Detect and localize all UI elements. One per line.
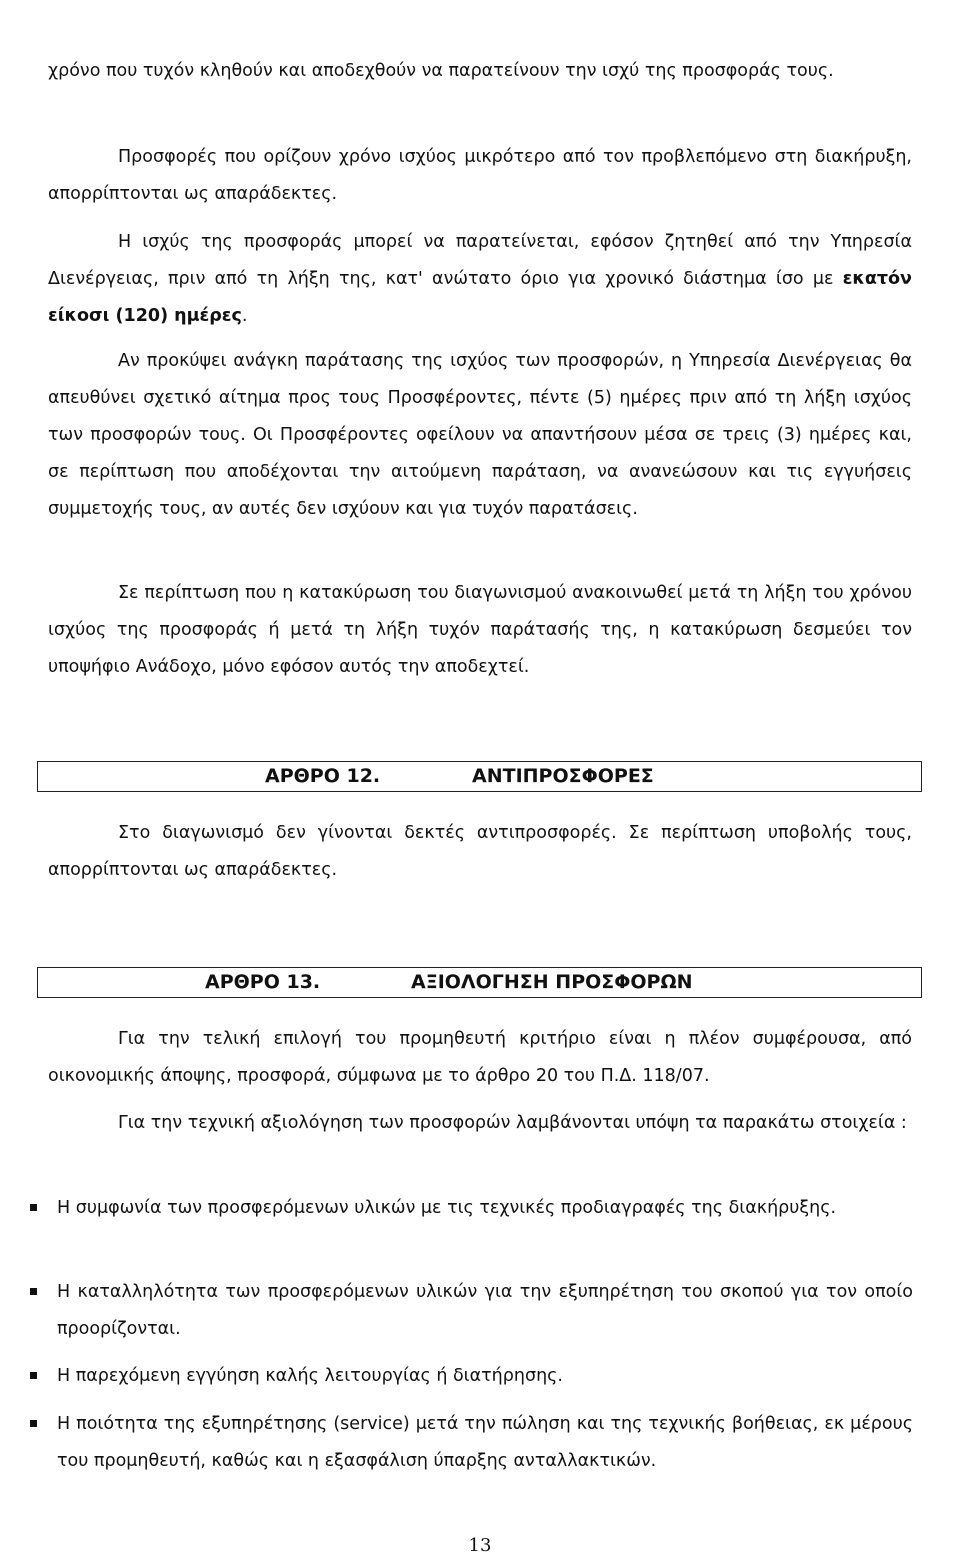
paragraph-validity-extension-bold: εκατόν είκοσι (120) ημέρες <box>48 269 912 326</box>
bullet-square-icon <box>30 1288 37 1295</box>
article-12-number: ΑΡΘΡΟ 12. <box>265 765 381 787</box>
article-13-title: ΑΞΙΟΛΟΓΗΣΗ ΠΡΟΣΦΟΡΩΝ <box>411 971 693 993</box>
paragraph-technical-evaluation: Για την τεχνική αξιολόγηση των προσφορών λαμβάνονται υπόψη τα παρακάτω στοιχεία : <box>118 1113 907 1133</box>
article-12-heading <box>37 761 922 792</box>
paragraph-validity-extension-text: Η ισχύς της προσφοράς μπορεί να παρατείνεται, εφόσον ζητηθεί από την Υπηρεσία Διενέργειας, πριν από τη λήξη της, κατ' ανώτατο όριο για χρονικό διάστημα ίσο με <box>48 232 912 289</box>
paragraph-offer-extension-acceptance: χρόνο που τυχόν κληθούν και αποδεχθούν να παρατείνουν την ισχύ της προσφοράς τους. <box>48 61 834 81</box>
paragraph-counteroffers: Στο διαγωνισμό δεν γίνονται δεκτές αντιπροσφορές. Σε περίπτωση υποβολής τους, απορρίπτονται ως απαράδεκτες. <box>48 823 912 880</box>
article-13-number: ΑΡΘΡΟ 13. <box>205 971 321 993</box>
paragraph-validity-extension <box>48 224 912 335</box>
bullet-square-icon <box>30 1420 37 1427</box>
bullet-square-icon <box>30 1372 37 1379</box>
paragraph-extension-request: Αν προκύψει ανάγκη παράτασης της ισχύος των προσφορών, η Υπηρεσία Διενέργειας θα απευθύνει σχετικό αίτημα προς τους Προσφέροντες, πέντε (5) ημέρες πριν από τη λήξη ισχύος των προσφορών τους. Οι Προσφέροντες οφείλουν να απαντήσουν μέσα σε τρεις (3) ημέρες και, σε περίπτωση που αποδέχονται την αιτούμενη παράταση, να ανανεώσουν και τις εγγυήσεις συμμετοχής τους, αν αυτές δεν ισχύουν και για τυχόν παρατάσεις. <box>48 351 912 519</box>
list-item-suitability: Η καταλληλότητα των προσφερόμενων υλικών για την εξυπηρέτηση του σκοπού για τον οποίο προορίζονται. <box>57 1282 913 1339</box>
article-13-heading <box>37 967 922 998</box>
list-item-warranty: Η παρεχόμενη εγγύηση καλής λειτουργίας ή διατήρησης. <box>57 1366 563 1386</box>
page-number: 13 <box>468 1535 492 1556</box>
paragraph-award-acceptance: Σε περίπτωση που η κατακύρωση του διαγωνισμού ανακοινωθεί μετά τη λήξη του χρόνου ισχύος της προσφοράς ή μετά τη λήξη τυχόν παράτασής της, η κατακύρωση δεσμεύει τον υποψήφιο Ανάδοχο, μόνο εφόσον αυτός την αποδεχτεί. <box>48 583 912 677</box>
list-item-specs-compliance: Η συμφωνία των προσφερόμενων υλικών με τις τεχνικές προδιαγραφές της διακήρυξης. <box>57 1198 837 1218</box>
list-item-service-quality: Η ποιότητα της εξυπηρέτησης (service) μετά την πώληση και της τεχνικής βοήθειας, εκ μέρους του προμηθευτή, καθώς και η εξασφάλιση ύπαρξης ανταλλακτικών. <box>57 1414 913 1471</box>
bullet-square-icon <box>30 1204 37 1211</box>
paragraph-validity-extension-end: . <box>241 306 248 326</box>
article-12-title: ΑΝΤΙΠΡΟΣΦΟΡΕΣ <box>472 765 654 787</box>
paragraph-shorter-validity-rejected: Προσφορές που ορίζουν χρόνο ισχύος μικρότερο από τον προβλεπόμενο στη διακήρυξη, απορρίπτονται ως απαράδεκτες. <box>48 147 912 204</box>
paragraph-selection-criterion: Για την τελική επιλογή του προμηθευτή κριτήριο είναι η πλέον συμφέρουσα, από οικονομικής άποψης, προσφορά, σύμφωνα με το άρθρο 20 του Π.Δ. 118/07. <box>48 1029 912 1086</box>
